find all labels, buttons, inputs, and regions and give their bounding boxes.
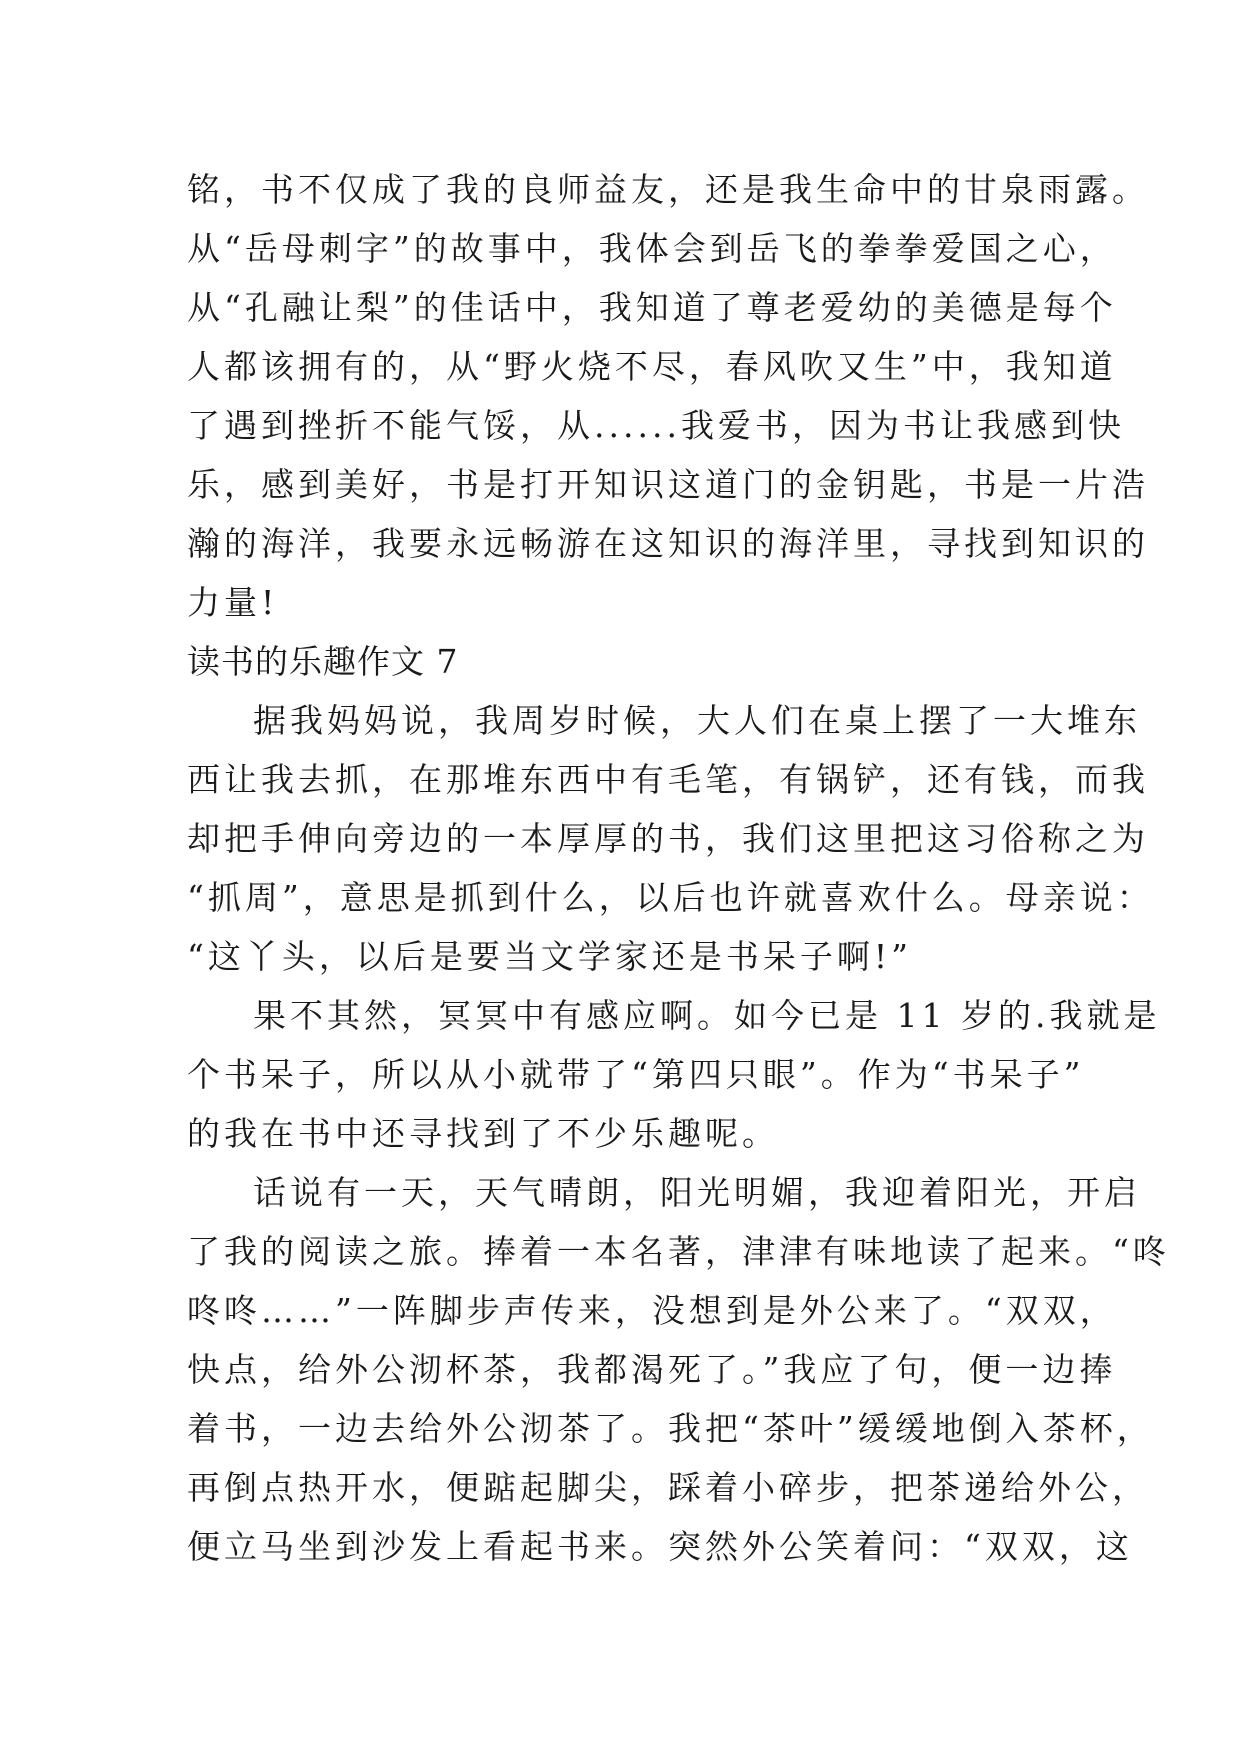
text-line: “抓周”，意思是抓到什么，以后也许就喜欢什么。母亲说： <box>187 878 1154 917</box>
text-line: 力量! <box>187 583 279 622</box>
text-line: 快点，给外公沏杯茶，我都渴死了。”我应了句，便一边捧 <box>187 1350 1117 1389</box>
text-line: 了我的阅读之旅。捧着一本名著，津津有味地读了起来。“咚 <box>187 1232 1170 1271</box>
text-line: 果不其然，冥冥中有感应啊。如今已是 11 岁的.我就是 <box>253 996 1161 1035</box>
text-line: 人都该拥有的，从“野火烧不尽，春风吹又生”中，我知道 <box>187 347 1117 386</box>
text-line: 咚咚……”一阵脚步声传来，没想到是外公来了。“双双， <box>187 1291 1117 1330</box>
text-line: 话说有一天，天气晴朗，阳光明媚，我迎着阳光，开启 <box>253 1173 1141 1212</box>
text-line: 却把手伸向旁边的一本厚厚的书，我们这里把这习俗称之为 <box>187 819 1149 858</box>
text-line: 的我在书中还寻找到了不少乐趣呢。 <box>187 1114 779 1153</box>
text-line: “这丫头，以后是要当文学家还是书呆子啊!” <box>187 937 913 976</box>
text-line: 了遇到挫折不能气馁，从......我爱书，因为书让我感到快 <box>187 406 1125 445</box>
text-line: 个书呆子，所以从小就带了“第四只眼”。作为“书呆子” <box>187 1055 1085 1094</box>
section-heading: 读书的乐趣作文 7 <box>187 642 459 681</box>
text-line: 便立马坐到沙发上看起书来。突然外公笑着问：“双双，这 <box>187 1527 1133 1566</box>
text-line: 铭，书不仅成了我的良师益友，还是我生命中的甘泉雨露。 <box>187 170 1149 209</box>
text-line: 瀚的海洋，我要永远畅游在这知识的海洋里，寻找到知识的 <box>187 524 1149 563</box>
text-line: 从“孔融让梨”的佳话中，我知道了尊老爱幼的美德是每个 <box>187 288 1117 327</box>
text-line: 再倒点热开水，便踮起脚尖，踩着小碎步，把茶递给外公， <box>187 1468 1149 1507</box>
text-line: 西让我去抓，在那堆东西中有毛笔，有锅铲，还有钱，而我 <box>187 760 1149 799</box>
text-line: 乐，感到美好，书是打开知识这道门的金钥匙，书是一片浩 <box>187 465 1149 504</box>
text-line: 着书，一边去给外公沏茶了。我把“茶叶”缓缓地倒入茶杯， <box>187 1409 1154 1448</box>
text-line: 从“岳母刺字”的故事中，我体会到岳飞的拳拳爱国之心， <box>187 229 1117 268</box>
text-line: 据我妈妈说，我周岁时候，大人们在桌上摆了一大堆东 <box>253 701 1141 740</box>
